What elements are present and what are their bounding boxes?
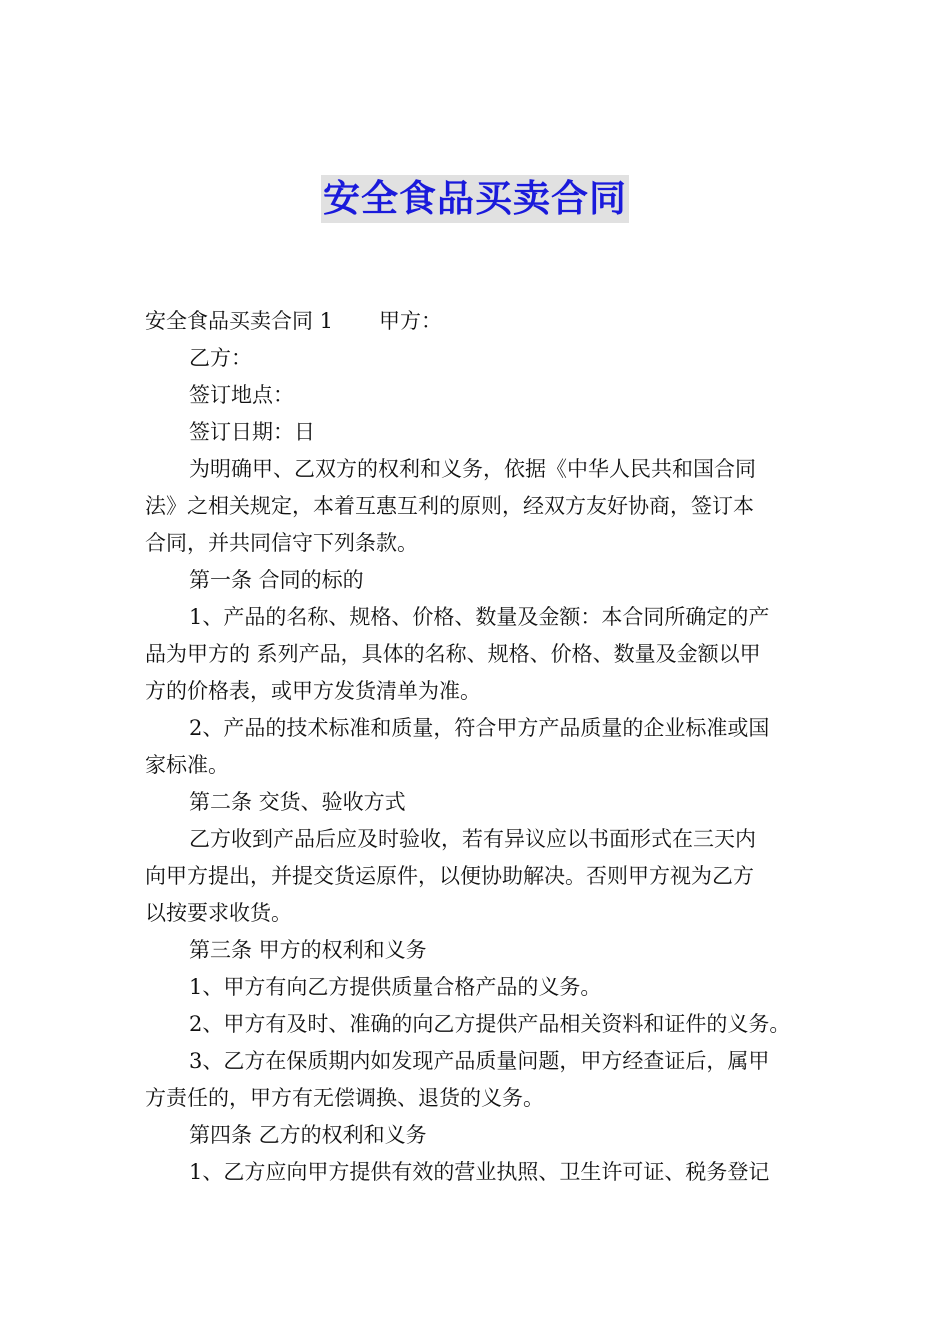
text-line — [145, 303, 810, 340]
line-text: 第三条 甲方的权利和义务 — [189, 938, 427, 962]
line-text: 法》之相关规定，本着互惠互利的原则，经双方友好协商，签订本 — [145, 494, 754, 518]
line-text: 第一条 合同的标的 — [189, 568, 364, 592]
text-line — [145, 673, 810, 710]
text-line — [145, 784, 810, 821]
text-line — [145, 969, 810, 1006]
text-line — [145, 562, 810, 599]
line-text: 1、甲方有向乙方提供质量合格产品的义务。 — [189, 975, 602, 999]
text-line — [145, 710, 810, 747]
line-text: 家标准。 — [145, 753, 229, 777]
text-line — [145, 895, 810, 932]
line-text: 2、甲方有及时、准确的向乙方提供产品相关资料和证件的义务。 — [189, 1012, 791, 1036]
line-text: 第二条 交货、验收方式 — [189, 790, 406, 814]
line-text: 合同，并共同信守下列条款。 — [145, 531, 418, 555]
text-line — [145, 340, 810, 377]
title-container — [0, 175, 950, 223]
line-suffix: 甲方： — [379, 309, 443, 333]
line-text: 3、乙方在保质期内如发现产品质量问题，甲方经查证后，属甲 — [189, 1049, 770, 1073]
text-line — [145, 377, 810, 414]
text-line — [145, 747, 810, 784]
line-text: 为明确甲、乙双方的权利和义务，依据《中华人民共和国合同 — [189, 457, 756, 481]
line-text: 签订日期：日 — [189, 420, 315, 444]
text-line — [145, 932, 810, 969]
line-text: 乙方收到产品后应及时验收，若有异议应以书面形式在三天内 — [189, 827, 756, 851]
line-text: 第四条 乙方的权利和义务 — [189, 1123, 427, 1147]
document-body — [145, 303, 810, 1191]
line-text: 2、产品的技术标准和质量，符合甲方产品质量的企业标准或国 — [189, 716, 770, 740]
line-text: 品为甲方的 系列产品，具体的名称、规格、价格、数量及金额以甲 — [145, 642, 761, 666]
line-text: 安全食品买卖合同 1 — [145, 309, 334, 333]
line-text: 以按要求收货。 — [145, 901, 292, 925]
document-title: 安全食品买卖合同 — [321, 175, 629, 223]
text-line — [145, 1006, 810, 1043]
text-line — [145, 488, 810, 525]
text-line — [145, 858, 810, 895]
line-text: 1、产品的名称、规格、价格、数量及金额：本合同所确定的产 — [189, 605, 770, 629]
text-line — [145, 414, 810, 451]
text-line — [145, 599, 810, 636]
text-line — [145, 1043, 810, 1080]
line-text: 方责任的，甲方有无偿调换、退货的义务。 — [145, 1086, 544, 1110]
text-line — [145, 1080, 810, 1117]
line-text: 向甲方提出，并提交货运原件，以便协助解决。否则甲方视为乙方 — [145, 864, 754, 888]
text-line — [145, 636, 810, 673]
line-text: 签订地点： — [189, 383, 294, 407]
line-text: 方的价格表，或甲方发货清单为准。 — [145, 679, 481, 703]
text-line — [145, 821, 810, 858]
line-text: 1、乙方应向甲方提供有效的营业执照、卫生许可证、税务登记 — [189, 1160, 770, 1184]
line-text: 乙方： — [189, 346, 252, 370]
text-line — [145, 525, 810, 562]
text-line — [145, 1154, 810, 1191]
text-line — [145, 451, 810, 488]
text-line — [145, 1117, 810, 1154]
